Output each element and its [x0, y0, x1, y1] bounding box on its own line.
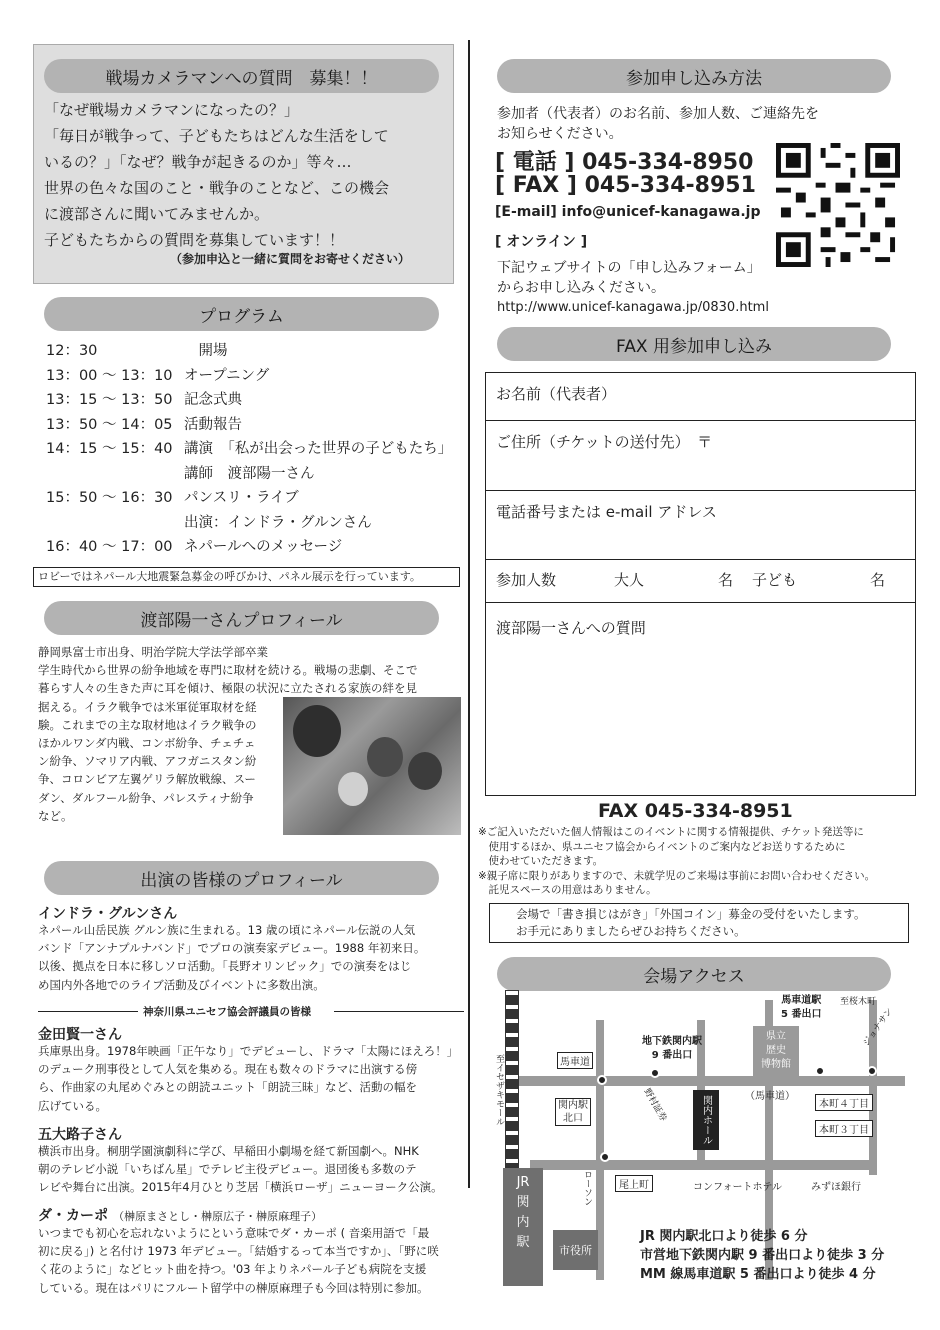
dacapo-line: 初に戻る」) と名付け 1973 年デビュー。「結婚するって本当ですか」、「野に咲 [38, 1244, 439, 1259]
kaneda-line: 兵庫県出身。1978年映画「正午なり」でデビューし、ドラマ「太陽にほえろ！」 [38, 1044, 459, 1058]
profile-photo [283, 697, 461, 835]
kaneda-text [38, 1042, 468, 1115]
column-divider [468, 40, 470, 1188]
map-label-sakuragicho: 至桜木町 [840, 997, 877, 1007]
map-label-bashamichi-st: （馬車道） [745, 1091, 795, 1102]
donation-line: お手元にありましたらぜひお持ちください。 [516, 924, 746, 938]
council-label: 神奈川県ユニセフ協会評議員の皆様 [143, 1006, 311, 1018]
map-label: 地下鉄関内駅 [642, 1036, 702, 1047]
road-bashamichi [505, 1076, 905, 1086]
fax-number: FAX 045-334-8951 [598, 800, 793, 822]
form-label-name: お名前（代表者） [496, 385, 617, 403]
program-time: 15：50 〜 16：30 [46, 490, 173, 506]
donation-box [489, 903, 909, 943]
indra-line: バンド「アンナプルナバンド」でプロの演奏家デビュー。1988 年初来日。 [38, 941, 426, 956]
profile-line: 争、コロンビア左翼ゲリラ解放戦線、スー [38, 772, 256, 787]
station-marker [597, 1075, 607, 1085]
program-time: 13：50 〜 14：05 [46, 416, 173, 433]
kaneda-name: 金田賢一さん [38, 1027, 122, 1043]
map-label: 馬車道駅 [781, 995, 822, 1006]
program-time: 14：15 〜 15：40 [46, 441, 173, 457]
profile-line: 据える。イラク戦争では米軍従軍取材を経 [38, 699, 257, 714]
station-marker [815, 1066, 825, 1076]
performers-header: 出演の皆様のプロフィール [44, 861, 439, 895]
map-label: 関内ホール [700, 1095, 712, 1145]
jr-kannai-station [503, 1168, 543, 1286]
lobby-note: ロビーではネパール大地震緊急募金の呼びかけ、パネル展示を行っています。 [33, 567, 460, 587]
direction-line: MM 線馬車道駅 5 番出口より徒歩 4 分 [640, 1267, 876, 1282]
program-time: 13：15 〜 13：50 [46, 392, 173, 408]
map-label: 5 番出口 [781, 1009, 822, 1020]
program-time: 12：30 [46, 343, 98, 359]
indra-text [38, 921, 468, 994]
map-label: 博物館 [761, 1059, 791, 1070]
map-label-isezaki: 至イセザキモール [494, 1054, 504, 1126]
dacapo-heading [38, 1205, 322, 1225]
godai-line: レビや舞台に出演。2015年4月ひとり芝居「横浜ローザ」ニューヨーク公演。 [38, 1180, 443, 1195]
apply-intro [497, 104, 819, 144]
access-header: 会場アクセス [497, 957, 891, 991]
map-label: 県立 [766, 1031, 786, 1042]
map-label-honcho4: 本町４丁目 [815, 1094, 873, 1111]
profile-line: など。 [38, 808, 73, 823]
station-marker [600, 1152, 610, 1162]
apply-online-line: 下記ウェブサイトの「申し込みフォーム」 [497, 260, 761, 276]
kaneda-line: ら、作曲家の丸尾めぐみとの朗読ユニット「朗読三昧」など、活動の幅を [38, 1080, 418, 1095]
program-event: 活動報告 [184, 416, 242, 433]
museum [753, 1026, 799, 1076]
apply-tel: [ 電話 ] 045-334-8950 [495, 150, 754, 175]
question-line: に渡部さんに聞いてみませんか。 [44, 205, 270, 223]
direction-line: 市営地下鉄関内駅 9 番出口より徒歩 3 分 [640, 1248, 885, 1263]
access-map [495, 990, 905, 1286]
map-label: 歴史 [766, 1045, 786, 1056]
station-marker [650, 1068, 660, 1078]
form-label-adult-unit: 名 [718, 571, 734, 589]
map-label-kannai-north [555, 1098, 591, 1126]
map-label-subway [642, 1035, 702, 1063]
map-label: 市役所 [559, 1244, 592, 1257]
form-row-contact[interactable] [486, 491, 915, 560]
qr-code-icon[interactable] [776, 143, 900, 267]
map-label-jonathan: ジョナサン [861, 1006, 896, 1049]
apply-url[interactable]: http://www.unicef-kanagawa.jp/0830.html [497, 300, 769, 315]
form-note-line: ※ご記入いただいた個人情報はこのイベントに関する情報提供、チケット発送等に [478, 826, 864, 838]
program-event: パンスリ・ライブ [184, 490, 299, 506]
godai-line: 朝のテレビ小説「いちばん星」でテレビ主役デビュー。退団後も多数のテ [38, 1162, 417, 1177]
station-marker [867, 1066, 877, 1076]
program-event: オープニング [184, 367, 270, 384]
program-event: ネパールへのメッセージ [184, 539, 343, 555]
form-label-address: ご住所（チケットの送付先） 〒 [496, 433, 713, 451]
map-label-comfort: コンフォートホテル [693, 1182, 782, 1193]
program-event: 出演：インドラ・グルンさん [184, 514, 372, 531]
kaneda-line: 広げている。 [38, 1098, 107, 1113]
map-label: 北口 [563, 1113, 583, 1124]
apply-header: 参加申し込み方法 [497, 59, 891, 93]
indra-name: インドラ・グルンさん [38, 906, 178, 922]
map-label: 関内駅 [558, 1100, 588, 1111]
question-line: 「なぜ戦場カメラマンになったの？」 [44, 101, 300, 119]
form-notes [478, 825, 875, 898]
access-directions [640, 1227, 884, 1284]
form-label-question: 渡部陽一さんへの質問 [496, 619, 646, 637]
godai-name: 五大路子さん [38, 1127, 122, 1143]
indra-line: ネパール山岳民族 グルン族に生まれる。13 歳の頃にネパール伝説の人気 [38, 923, 416, 937]
profile-line: ほかルワンダ内戦、コンボ紛争、チェチェ [38, 736, 256, 751]
program-event: 開場 [184, 343, 228, 359]
program-time: 16：40 〜 17：00 [46, 539, 173, 555]
program-event: 記念式典 [184, 392, 242, 408]
question-line: いるの？」「なぜ？戦争が起きるのか」等々… [44, 153, 352, 171]
godai-text [38, 1142, 468, 1197]
profile-line: 験。これまでの主な取材地はイラク戦争の [38, 717, 257, 732]
map-label: 内 [516, 1215, 530, 1230]
program-list [46, 339, 466, 564]
profile-line: ダン、ダルフール紛争、パレスティナ紛争 [38, 790, 254, 805]
apply-email: [E-mail] info@unicef-kanagawa.jp [495, 204, 761, 220]
form-note-line: ※親子席に限りがありますので、未就学児のご来場は事前にお問い合わせください。 [478, 869, 876, 882]
map-label-mizuho: みずほ銀行 [811, 1182, 861, 1193]
dacapo-line: している。現在はパリにフルート留学中の榊原麻理子も今回は特別に参加。 [38, 1280, 429, 1295]
question-text [44, 97, 464, 253]
kannai-hall [693, 1090, 719, 1150]
program-event: 講演 「私が出会った世界の子どもたち」 [184, 441, 453, 457]
profile-line: ン紛争、ソマリア内戦、アフガニスタン紛 [38, 754, 257, 769]
apply-online: [ オンライン ] [495, 234, 588, 250]
map-label-lawson: ローソン [582, 1170, 592, 1206]
fax-form-header: FAX 用参加申し込み [497, 327, 891, 361]
question-header: 戦場カメラマンへの質問 募集！！ [44, 59, 439, 93]
question-note: （参加申込と一緒に質問をお寄せください） [170, 252, 411, 266]
form-note-line: 使わせていただきます。 [478, 855, 604, 867]
program-header: プログラム [44, 297, 439, 331]
form-label-contact: 電話番号または e-mail アドレス [496, 503, 717, 521]
form-row-address[interactable] [486, 421, 915, 491]
program-event: 講師 渡部陽一さん [184, 465, 315, 482]
map-label: 関 [516, 1195, 530, 1210]
dacapo-members: （榊原まさとし・榊原広子・榊原麻理子） [113, 1210, 323, 1223]
profile-line: 静岡県富士市出身、明治学院大学法学部卒業 [38, 645, 268, 659]
kaneda-line: のデューク刑事役として人気を集める。現在も数々のドラマに出演する傍 [38, 1062, 418, 1077]
question-line: 世界の色々な国のこと・戦争のことなど、この機会 [44, 179, 390, 197]
dacapo-name: ダ・カーポ [38, 1208, 108, 1224]
apply-fax: [ FAX ] 045-334-8951 [495, 173, 756, 198]
council-rule-left [38, 1011, 138, 1012]
indra-line: め国内外各地でのライブ活動及びイベントに多数出演。 [38, 977, 325, 992]
fax-form [485, 372, 916, 796]
dacapo-text [38, 1224, 468, 1297]
profile-header: 渡部陽一さんプロフィール [44, 601, 439, 635]
map-label: 9 番出口 [651, 1050, 693, 1061]
question-line: 「毎日が戦争って、子どもたちはどんな生活をして [44, 127, 389, 145]
form-label-child: 子ども [752, 571, 798, 589]
map-label-onoe: 尾上町 [615, 1175, 653, 1192]
question-line: 子どもたちからの質問を募集しています！！ [44, 231, 345, 249]
program-time: 13：00 〜 13：10 [46, 367, 173, 384]
form-label-count: 参加人数 [496, 571, 557, 589]
council-rule-right [334, 1011, 464, 1012]
apply-online-line: からお申し込みください。 [497, 280, 665, 296]
form-row-count[interactable] [486, 560, 915, 603]
dacapo-line: く花のように」などヒット曲を持つ。'03 年よりネパール子ども病院を支援 [38, 1262, 427, 1277]
apply-intro-line: 参加者（代表者）のお名前、参加人数、ご連絡先を [497, 106, 819, 122]
form-row-name[interactable] [486, 373, 915, 421]
map-label-bashamichi: 馬車道 [557, 1052, 593, 1069]
indra-line: 以後、拠点を日本に移しソロ活動。「長野オリンピック」での演奏をはじ [38, 959, 412, 974]
apply-online-text [497, 258, 761, 298]
map-label: JR [516, 1175, 530, 1190]
profile-line: 暮らす人々の生きた声に耳を傾け、極限の状況に立たされる家族の絆を見 [38, 681, 418, 696]
apply-intro-line: お知らせください。 [497, 126, 623, 142]
map-label-bashamichi-station [781, 994, 821, 1022]
form-label-child-unit: 名 [870, 571, 886, 589]
map-label: 駅 [516, 1235, 530, 1250]
profile-line: 学生時代から世界の紛争地域を専門に取材を続ける。戦場の悲劇、そこで [38, 663, 418, 678]
form-note-line: 託児スペースの用意はありません。 [478, 884, 657, 896]
form-note-line: 使用するほか、県ユニセフ協会からイベントのご案内などお送りするために [478, 840, 846, 853]
donation-line: 会場で「書き損じはがき」「外国コイン」募金の受付をいたします。 [516, 907, 866, 921]
map-label-honcho3: 本町３丁目 [815, 1120, 873, 1137]
dacapo-line: いつまでも初心を忘れないようにという意味でダ・カーポ ( 音楽用語で「最 [38, 1226, 430, 1240]
map-label-nomura: 野村証券 [641, 1087, 669, 1124]
city-hall [553, 1230, 598, 1270]
direction-line: JR 関内駅北口より徒歩 6 分 [640, 1229, 808, 1244]
godai-line: 横浜市出身。桐朋学園演劇科に学び、早稲田小劇場を経て新国劇へ。NHK [38, 1144, 419, 1158]
form-label-adult: 大人 [614, 571, 645, 589]
